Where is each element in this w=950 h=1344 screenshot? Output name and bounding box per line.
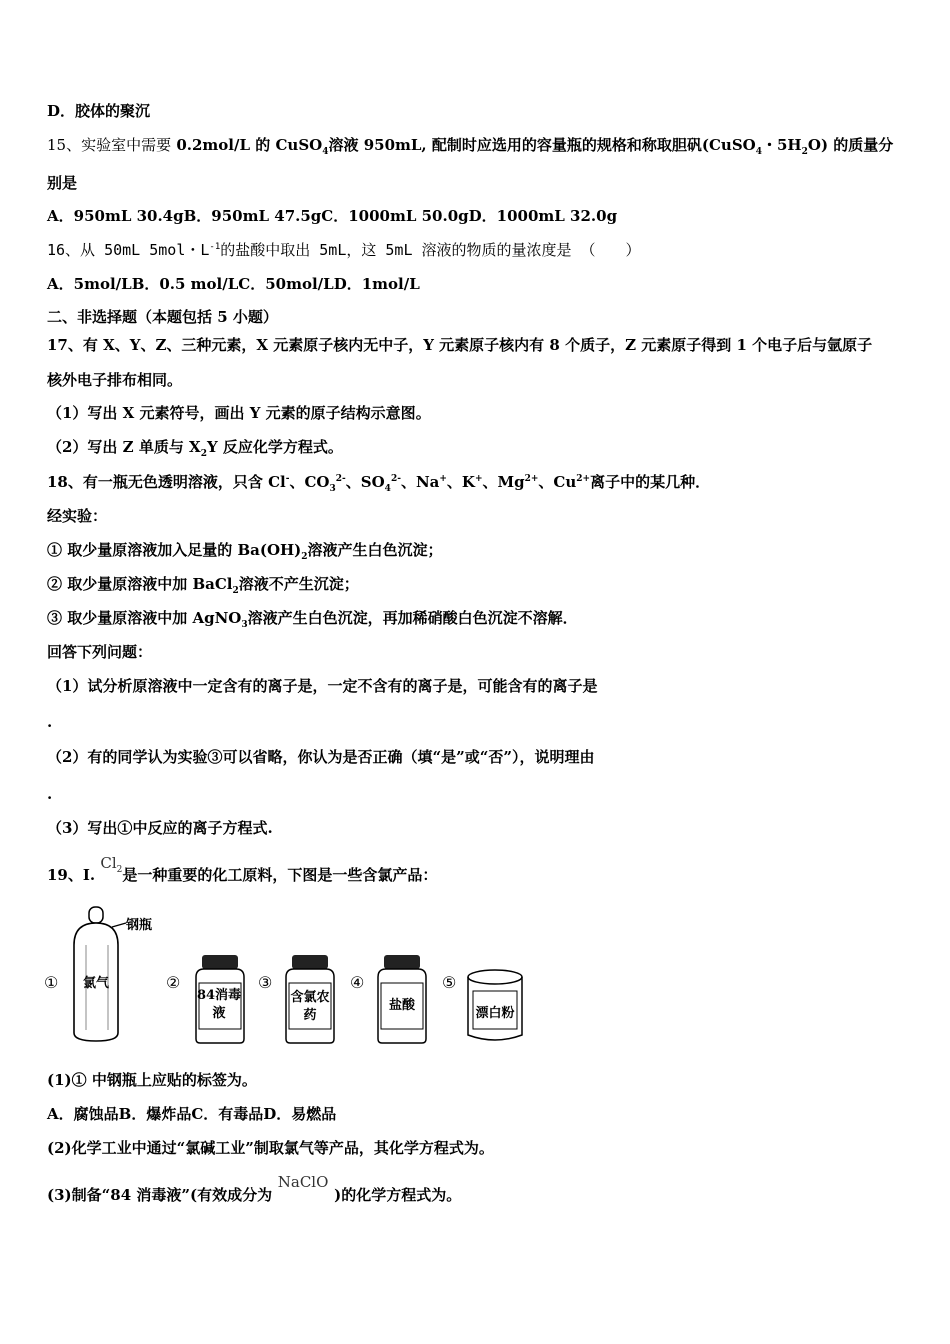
cylinder-tag: 钢瓶 — [126, 918, 153, 933]
bottle-number: ④ — [350, 973, 365, 992]
bottle-number: ③ — [258, 973, 273, 992]
q18-stem: 18、有一瓶无色透明溶液，只含 Cl-、$CO_3^{2-}$、$SO_4^{2-}$、Na+、K+、$Mg^{2+}$、$Cu^{2+}$离子中的某几种． — [47, 473, 711, 494]
bottle-label: 盐酸 — [388, 998, 415, 1013]
q14-option-d: D．胶体的聚沉 — [47, 102, 151, 120]
q18-experiments-label: 经实验： — [47, 507, 108, 525]
q15-option-c: C．1000mL 50.0g — [321, 207, 469, 225]
q16-option-d: D．1mol/L — [333, 275, 420, 293]
bottle-number: ⑤ — [442, 973, 457, 992]
naclo-formula: NaClO — [277, 1173, 329, 1191]
q18-part2: （2）有的同学认为实验③可以省略，你认为是否正确（填“是”或“否”），说明理由 — [47, 748, 595, 766]
q17-part1: （1）写出 X 元素符号，画出 Y 元素的原子结构示意图。 — [47, 404, 431, 422]
q18-experiment-3: ③ 取少量原溶液中加 AgNO$_3$溶液产生白色沉淀，再加稀硝酸白色沉淀不溶解． — [47, 609, 578, 630]
q19-option-b: B．爆炸品 — [118, 1105, 192, 1123]
q18-part1-cont: . — [47, 713, 53, 731]
q18-experiment-2: ② 取少量原溶液中加 BaCl$_2$溶液不产生沉淀； — [47, 575, 359, 596]
q19-option-a: A．腐蚀品 — [47, 1105, 119, 1123]
q17-part2: （2）写出 Z 单质与 $X_2Y$ 反应化学方程式。 — [47, 438, 343, 459]
q15-stem-line2: 别是 — [47, 174, 78, 192]
bottle-number: ① — [44, 973, 59, 992]
q19-options — [47, 1104, 336, 1124]
bottle-label: 漂白粉 — [475, 1006, 515, 1021]
q18-part1: （1）试分析原溶液中一定含有的离子是，一定不含有的离子是，可能含有的离子是 — [47, 677, 598, 695]
bottle-label: 氯气 — [82, 976, 109, 991]
bottle-label: 含氯农药 — [290, 990, 330, 1023]
q15-option-b: B．950mL 47.5g — [183, 207, 322, 225]
q18-experiment-1: ① 取少量原溶液加入足量的 $Ba(OH)_2$溶液产生白色沉淀； — [47, 541, 443, 562]
q16-option-c: C．50mol/L — [238, 275, 334, 293]
q16-option-a: A．5mol/L — [47, 275, 132, 293]
q16-options — [47, 274, 420, 294]
q16-option-b: B．0.5 mol/L — [131, 275, 239, 293]
q19-option-c: C．有毒品 — [191, 1105, 264, 1123]
q18-part2-cont: . — [47, 785, 53, 803]
q17-stem-line2: 核外电子排布相同。 — [47, 371, 183, 389]
q18-answer-label: 回答下列问题： — [47, 643, 153, 661]
chlorine-products-illustration — [44, 905, 564, 1055]
section-heading: 二、非选择题（本题包括 5 小题） — [47, 308, 278, 326]
q15-option-a: A．950mL 30.4g — [47, 207, 184, 225]
q15-option-d: D．1000mL 32.0g — [468, 207, 618, 225]
q19-part2: (2)化学工业中通过“氯碱工业”制取氯气等产品，其化学方程式为。 — [47, 1139, 494, 1157]
q15-options — [47, 206, 617, 226]
bottle-label: 84消毒液 — [196, 988, 242, 1021]
q18-part3: （3）写出①中反应的离子方程式. — [47, 819, 273, 837]
q16-stem: 16、从 50mL 5mol・$L^{-1}$的盐酸中取出 5mL，这 5mL 溶液的物质的量浓度是 （ ） — [47, 241, 641, 259]
q19-stem: 19、I. $Cl_2$是一种重要的化工原料，下图是一些含氯产品： — [47, 854, 438, 884]
q19-part3: (3)制备“84 消毒液”(有效成分为NaClO)的化学方程式为。 — [47, 1173, 462, 1204]
q19-option-d: D．易燃品 — [263, 1105, 337, 1123]
q17-stem: 17、有 X、Y、Z、三种元素，X 元素原子核内无中子，Y 元素原子核内有 8 个质子，Z 元素原子得到 1 个电子后与氩原子 — [47, 336, 873, 354]
q19-part1: (1)① 中钢瓶上应贴的标签为。 — [47, 1071, 257, 1089]
bottle-number: ② — [166, 973, 181, 992]
q15-stem: 15、实验室中需要 0.2mol/L 的 CuSO$_4$溶液 950mL, 配制时应选用的容量瓶的规格和称取胆矾(CuSO$_4$・$5H_2O$) 的质量分 — [47, 136, 894, 157]
